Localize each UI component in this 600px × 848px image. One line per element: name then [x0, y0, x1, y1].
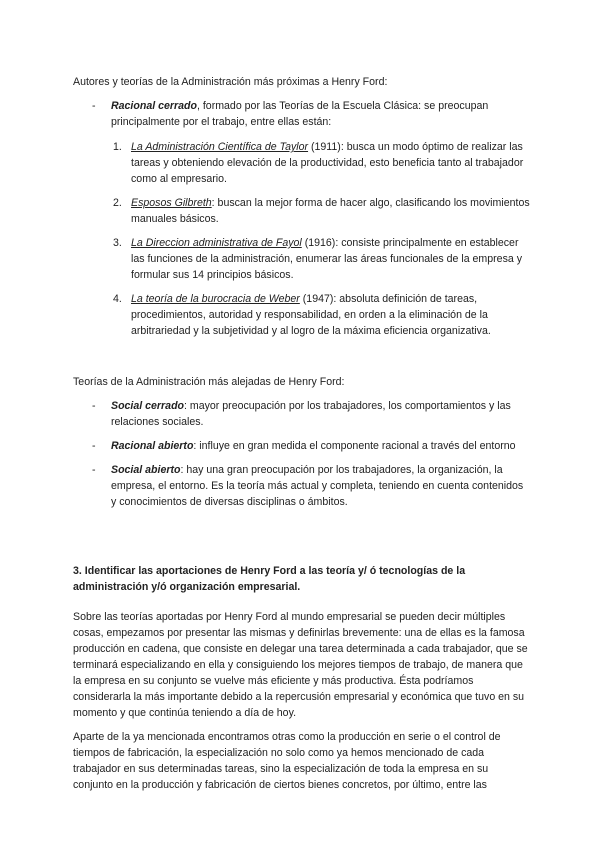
bullet-dash: - — [92, 464, 96, 476]
bullet-text: : mayor preocupación por los trabajadores, los comportamientos y las relaciones sociales. — [111, 400, 511, 428]
paragraph: Sobre las teorías aportadas por Henry Ford al mundo empresarial se pueden decir múltiples cosas, empezamos por presentar las mismas y definirlas brevemente: una de ellas es la famosa producción en cadena, que consiste en delegar una tarea determinada a cada trabajador, que se terminará especializando en ella y consiguiendo los mejores tiempos de trabajo, de manera que la empresa en su conjunto se vuelve más eficiente y más productiva. Ésta podríamos considerarla la más importante debido a la repercusión empresarial y económica que tuvo en su momento y que continúa teniendo a día de hoy. — [73, 611, 528, 719]
bullet-racional-abierto — [73, 438, 531, 454]
item-number: 4. — [113, 293, 122, 305]
list-item — [113, 291, 531, 339]
bullet-dash: - — [92, 400, 96, 412]
bullet-term: Social abierto — [111, 464, 181, 476]
section-heading: 3. Identificar las aportaciones de Henry Ford a las teoría y/ ó tecnologías de la administración y/ó organización empresarial. — [73, 565, 466, 593]
numbered-list — [73, 139, 531, 339]
item-text: (1916): consiste principalmente en establecer las funciones de la administración, enumerar las áreas funcionales de la empresa y formular sus 14 principios básicos. — [131, 237, 523, 281]
item-title: La teoría de la burocracia de Weber — [131, 293, 300, 305]
intro2-text: Teorías de la Administración más alejadas de Henry Ford: — [73, 376, 345, 388]
list-item — [113, 139, 531, 187]
item-number: 1. — [113, 141, 122, 153]
document-page — [73, 74, 531, 801]
item-text: : buscan la mejor forma de hacer algo, clasificando los movimientos manuales básicos. — [131, 197, 530, 225]
paragraph: Aparte de la ya mencionada encontramos otras como la producción en serie o el control de tiempos de fabricación, la especialización no solo como ya hemos mencionado de cada trabajador en sus determinadas tareas, sino la especialización de toda la empresa en su conjunto en la producción y fabricación de ciertos bienes concretos, por último, entre las — [73, 731, 501, 791]
bullet-text: : hay una gran preocupación por los trabajadores, la organización, la empresa, el entorno. Es la teoría más actual y completa, teniendo en cuenta contenidos y conocimientos de diversas disciplinas o ámbitos. — [111, 464, 524, 508]
list-item — [113, 195, 531, 227]
item-text: (1911): busca un modo óptimo de realizar las tareas y obteniendo elevación de la productividad, esto beneficia tanto al trabajador como al empresario. — [131, 141, 524, 185]
bullet-term: Racional cerrado — [111, 100, 197, 112]
item-number: 2. — [113, 197, 122, 209]
item-number: 3. — [113, 237, 122, 249]
item-title: La Direccion administrativa de Fayol — [131, 237, 302, 249]
bullet-term: Social cerrado — [111, 400, 185, 412]
item-title: La Administración Científica de Taylor — [131, 141, 309, 153]
bullet-racional-cerrado — [73, 98, 531, 130]
bullet-text: , formado por las Teorías de la Escuela Clásica: se preocupan principalmente por el trabajo, entre ellas están: — [111, 100, 489, 128]
intro-text: Autores y teorías de la Administración más próximas a Henry Ford: — [73, 76, 388, 88]
item-title: Esposos Gilbreth — [131, 197, 212, 209]
bullet-term: Racional abierto — [111, 440, 194, 452]
bullet-dash: - — [92, 100, 96, 112]
bullet-text: : influye en gran medida el componente racional a través del entorno — [193, 440, 516, 452]
bullet-dash: - — [92, 440, 96, 452]
item-text: (1947): absoluta definición de tareas, procedimientos, autoridad y responsabilidad, en orden a la eliminación de la arbitrariedad y la subjetividad y al logro de la máxima eficiencia organizativa. — [131, 293, 491, 337]
bullet-social-cerrado — [73, 398, 531, 430]
list-item — [113, 235, 531, 283]
bullet-social-abierto — [73, 462, 531, 510]
